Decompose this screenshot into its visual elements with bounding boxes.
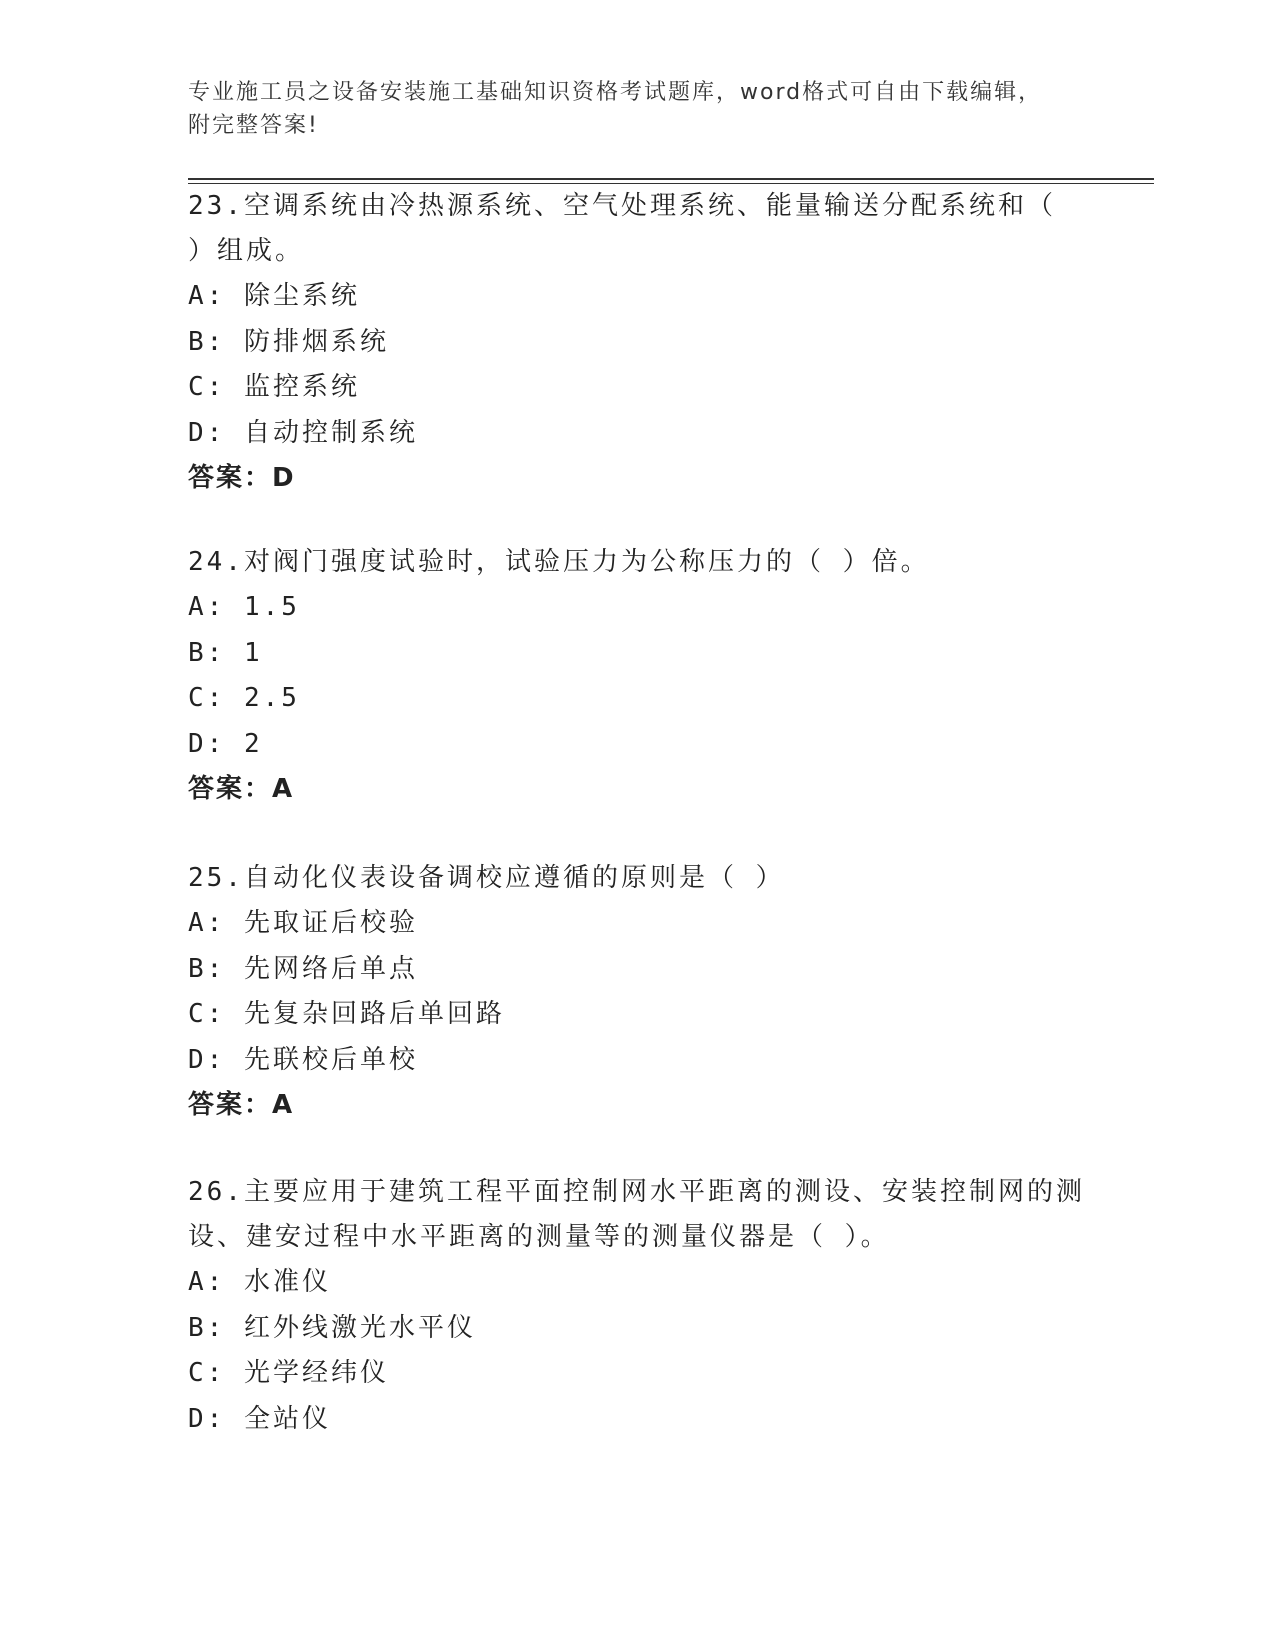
answer-label: 答案：A [188, 774, 295, 804]
option-b: B: 红外线激光水平仪 [188, 1312, 476, 1343]
question-stem: 25.自动化仪表设备调校应遵循的原则是（ ） [188, 863, 785, 893]
answer-label: 答案：A [188, 1090, 295, 1120]
answer-label: 答案：D [188, 463, 296, 493]
option-c: C: 监控系统 [188, 372, 360, 402]
question-23 [188, 184, 1088, 501]
header-line-2: 附完整答案! [188, 113, 319, 138]
option-a: A: 1.5 [188, 592, 300, 622]
header-line-1: 专业施工员之设备安装施工基础知识资格考试题库，word格式可自由下载编辑， [188, 80, 1043, 105]
question-24 [188, 540, 1088, 812]
option-d: D: 2 [188, 728, 263, 759]
option-d: D: 全站仪 [188, 1403, 331, 1434]
question-stem: 24.对阀门强度试验时，试验压力为公称压力的（ ）倍。 [188, 547, 930, 577]
option-a: A: 先取证后校验 [188, 908, 418, 938]
question-26 [188, 1170, 1088, 1442]
option-b: B: 防排烟系统 [188, 326, 389, 357]
question-25 [188, 856, 1088, 1128]
option-c: C: 2.5 [188, 683, 300, 713]
document-header [188, 76, 1068, 142]
option-a: A: 水准仪 [188, 1267, 331, 1297]
option-b: B: 先网络后单点 [188, 953, 418, 984]
question-stem: 26.主要应用于建筑工程平面控制网水平距离的测设、安装控制网的测设、建安过程中水平距离的测量等的测量仪器是（ ）。 [188, 1177, 1085, 1252]
option-d: D: 自动控制系统 [188, 417, 418, 448]
option-c: C: 光学经纬仪 [188, 1358, 389, 1388]
option-c: C: 先复杂回路后单回路 [188, 999, 505, 1029]
option-b: B: 1 [188, 637, 263, 668]
option-a: A: 除尘系统 [188, 281, 360, 311]
option-d: D: 先联校后单校 [188, 1044, 418, 1075]
question-stem: 23.空调系统由冷热源系统、空气处理系统、能量输送分配系统和（ ）组成。 [188, 191, 1056, 266]
